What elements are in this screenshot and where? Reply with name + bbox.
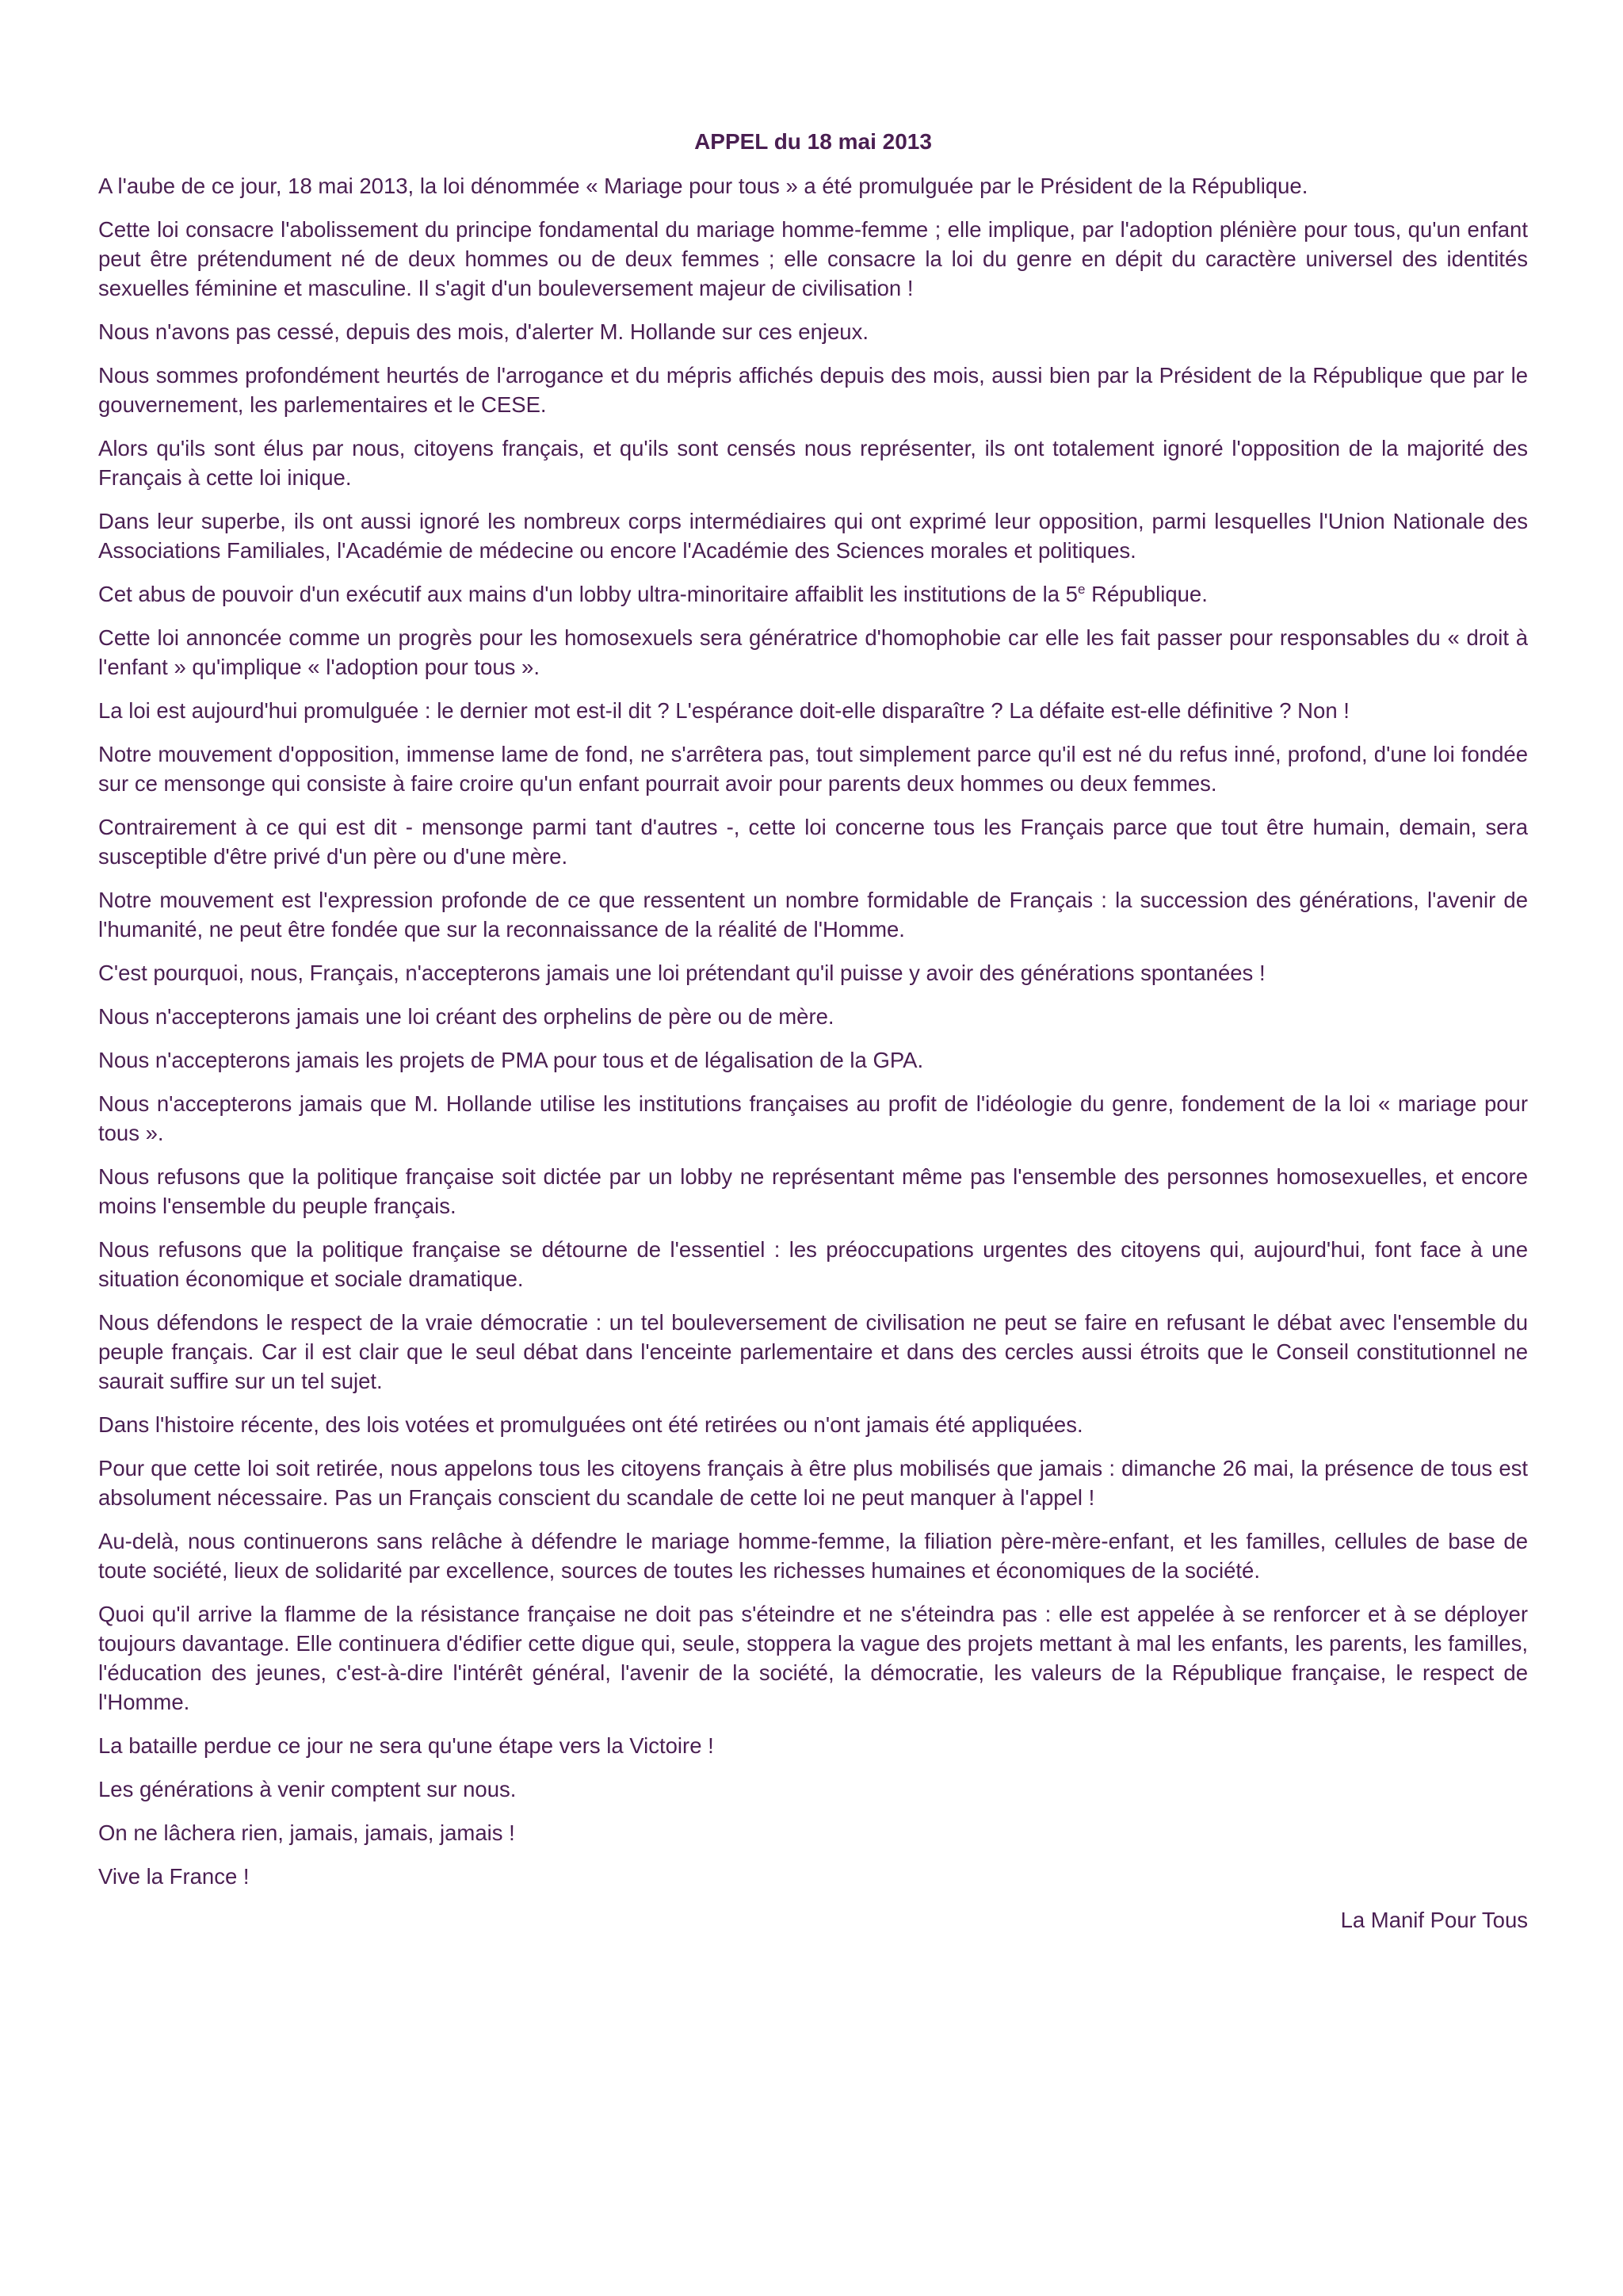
paragraph: Cette loi consacre l'abolissement du principe fondamental du mariage homme-femme ; elle implique, par l'adoption plénière pour tous, qu'un enfant peut être prétendument né de deux hommes ou de deux femmes ; elle consacre la loi du genre en dépit du caractère universel des identités sexuelles féminine et masculine. Il s'agit d'un bouleversement majeur de civilisation !: [98, 217, 1528, 300]
paragraph: Nous refusons que la politique française soit dictée par un lobby ne représentant même pas l'ensemble des personnes homosexuelles, et encore moins l'ensemble du peuple français.: [98, 1164, 1528, 1218]
paragraph: Vive la France !: [98, 1864, 250, 1889]
paragraph: Nous n'accepterons jamais les projets de PMA pour tous et de légalisation de la GPA.: [98, 1048, 924, 1072]
paragraph: Nous sommes profondément heurtés de l'arrogance et du mépris affichés depuis des mois, aussi bien par la Président de la République que par le gouvernement, les parlementaires et le CESE.: [98, 363, 1528, 417]
paragraph: Nous n'avons pas cessé, depuis des mois, d'alerter M. Hollande sur ces enjeux.: [98, 319, 869, 344]
paragraph: A l'aube de ce jour, 18 mai 2013, la loi dénommée « Mariage pour tous » a été promulguée par le Président de la République.: [98, 174, 1308, 198]
paragraph: Alors qu'ils sont élus par nous, citoyens français, et qu'ils sont censés nous représenter, ils ont totalement ignoré l'opposition de la majorité des Français à cette loi inique.: [98, 436, 1528, 490]
paragraph-text: Cet abus de pouvoir d'un exécutif aux mains d'un lobby ultra-minoritaire affaiblit les institutions de la 5: [98, 582, 1078, 606]
paragraph: Notre mouvement est l'expression profonde de ce que ressentent un nombre formidable de Français : la succession des générations, l'avenir de l'humanité, ne peut être fondée que sur la reconnaissance de la réalité de l'Homme.: [98, 888, 1528, 942]
paragraph-text: République.: [1085, 582, 1208, 606]
paragraph: Les générations à venir comptent sur nous.: [98, 1777, 517, 1801]
paragraph: On ne lâchera rien, jamais, jamais, jamais !: [98, 1820, 515, 1845]
document-title: APPEL du 18 mai 2013: [694, 129, 932, 154]
paragraph: Quoi qu'il arrive la flamme de la résistance française ne doit pas s'éteindre et ne s'éteindra pas : elle est appelée à se renforcer et à se déployer toujours davantage. Elle continuera d'édifier cette digue qui, seule, stoppera la vague des projets mettant à mal les enfants, les parents, les familles, l'éducation des jeunes, c'est-à-dire l'intérêt général, l'avenir de la société, la démocratie, les valeurs de la République française, le respect de l'Homme.: [98, 1602, 1528, 1714]
document-body: [98, 171, 1528, 1891]
paragraph: Nous n'accepterons jamais une loi créant des orphelins de père ou de mère.: [98, 1004, 834, 1029]
paragraph: Nous refusons que la politique française se détourne de l'essentiel : les préoccupations urgentes des citoyens qui, aujourd'hui, font face à une situation économique et sociale dramatique.: [98, 1237, 1528, 1291]
paragraph: Nous n'accepterons jamais que M. Hollande utilise les institutions françaises au profit de l'idéologie du genre, fondement de la loi « mariage pour tous ».: [98, 1091, 1528, 1145]
signature: La Manif Pour Tous: [1340, 1908, 1528, 1932]
paragraph: La bataille perdue ce jour ne sera qu'une étape vers la Victoire !: [98, 1733, 714, 1758]
document-page: [98, 127, 1528, 1935]
paragraph: Nous défendons le respect de la vraie démocratie : un tel bouleversement de civilisation ne peut se faire en refusant le débat avec l'ensemble du peuple français. Car il est clair que le seul débat dans l'enceinte parlementaire et dans des cercles aussi étroits que le Conseil constitutionnel ne saurait suffire sur un tel sujet.: [98, 1310, 1528, 1393]
paragraph: Cette loi annoncée comme un progrès pour les homosexuels sera génératrice d'homophobie car elle les fait passer pour responsables du « droit à l'enfant » qu'implique « l'adoption pour tous ».: [98, 625, 1528, 679]
paragraph: C'est pourquoi, nous, Français, n'accepterons jamais une loi prétendant qu'il puisse y avoir des générations spontanées !: [98, 961, 1266, 985]
paragraph: Pour que cette loi soit retirée, nous appelons tous les citoyens français à être plus mobilisés que jamais : dimanche 26 mai, la présence de tous est absolument nécessaire. Pas un Français conscient du scandale de cette loi ne peut manquer à l'appel !: [98, 1456, 1528, 1510]
paragraph: Dans leur superbe, ils ont aussi ignoré les nombreux corps intermédiaires qui ont exprimé leur opposition, parmi lesquelles l'Union Nationale des Associations Familiales, l'Académie de médecine ou encore l'Académie des Sciences morales et politiques.: [98, 509, 1528, 563]
paragraph: Notre mouvement d'opposition, immense lame de fond, ne s'arrêtera pas, tout simplement parce qu'il est né du refus inné, profond, d'une loi fondée sur ce mensonge qui consiste à faire croire qu'un enfant pourrait avoir pour parents deux hommes ou deux femmes.: [98, 742, 1528, 796]
superscript: e: [1077, 582, 1086, 597]
paragraph: [98, 579, 1528, 609]
paragraph: La loi est aujourd'hui promulguée : le dernier mot est-il dit ? L'espérance doit-elle disparaître ? La défaite est-elle définitive ? Non !: [98, 698, 1350, 723]
paragraph: Contrairement à ce qui est dit - mensonge parmi tant d'autres -, cette loi concerne tous les Français parce que tout être humain, demain, sera susceptible d'être privé d'un père ou d'une mère.: [98, 815, 1528, 869]
paragraph: Au-delà, nous continuerons sans relâche à défendre le mariage homme-femme, la filiation père-mère-enfant, et les familles, cellules de base de toute société, lieux de solidarité par excellence, sources de toutes les richesses humaines et économiques de la société.: [98, 1529, 1528, 1583]
paragraph: Dans l'histoire récente, des lois votées et promulguées ont été retirées ou n'ont jamais été appliquées.: [98, 1412, 1083, 1437]
